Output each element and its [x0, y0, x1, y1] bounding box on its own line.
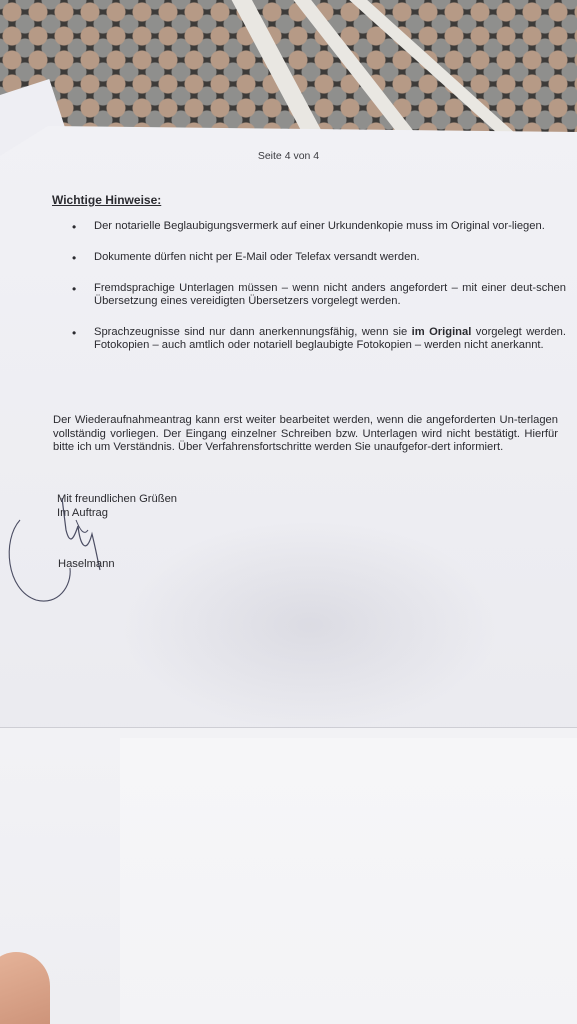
notes-list [68, 220, 566, 370]
bullet-icon: • [72, 282, 77, 296]
handwritten-signature [0, 490, 120, 610]
signer-name: Haselmann [58, 558, 115, 570]
page-number: Seite 4 von 4 [257, 150, 320, 162]
bullet-icon: • [72, 251, 77, 265]
closing-on-behalf: Im Auftrag [57, 507, 108, 519]
list-item: • Sprachzeugnisse sind nur dann anerkennungsfähig, wenn sie im Original vorgelegt werden. Fotokopien – auch amtlich oder notariell beglaubigte Fotokopien – werden nicht anerkannt. [72, 326, 567, 351]
body-paragraph: Der Wiederaufnahmeantrag kann erst weiter bearbeitet werden, wenn die angeforderten Un-terlagen vollständig vorliegen. Der Eingang einzelner Schreiben bzw. Unterlagen wird nicht bestätigt. Hierfür bitte ich um Verständnis. Über Verfahrensfortschritte werden Sie unaufgefor-dert informiert. [53, 414, 558, 453]
closing-greeting: Mit freundlichen Grüßen [57, 493, 178, 505]
list-item: • Dokumente dürfen nicht per E-Mail oder Telefax versandt werden. [72, 251, 420, 265]
list-item: • Fremdsprachige Unterlagen müssen – wenn nicht anders angefordert – mit einer deut-schen Übersetzung eines vereidigten Übersetzers vorgelegt werden. [72, 282, 566, 307]
bullet-icon: • [72, 220, 77, 234]
notes-heading: Wichtige Hinweise: [52, 193, 162, 207]
list-item: • Der notarielle Beglaubigungsvermerk auf einer Urkundenkopie muss im Original vor-liegen. [72, 220, 545, 234]
bullet-icon: • [72, 326, 77, 340]
